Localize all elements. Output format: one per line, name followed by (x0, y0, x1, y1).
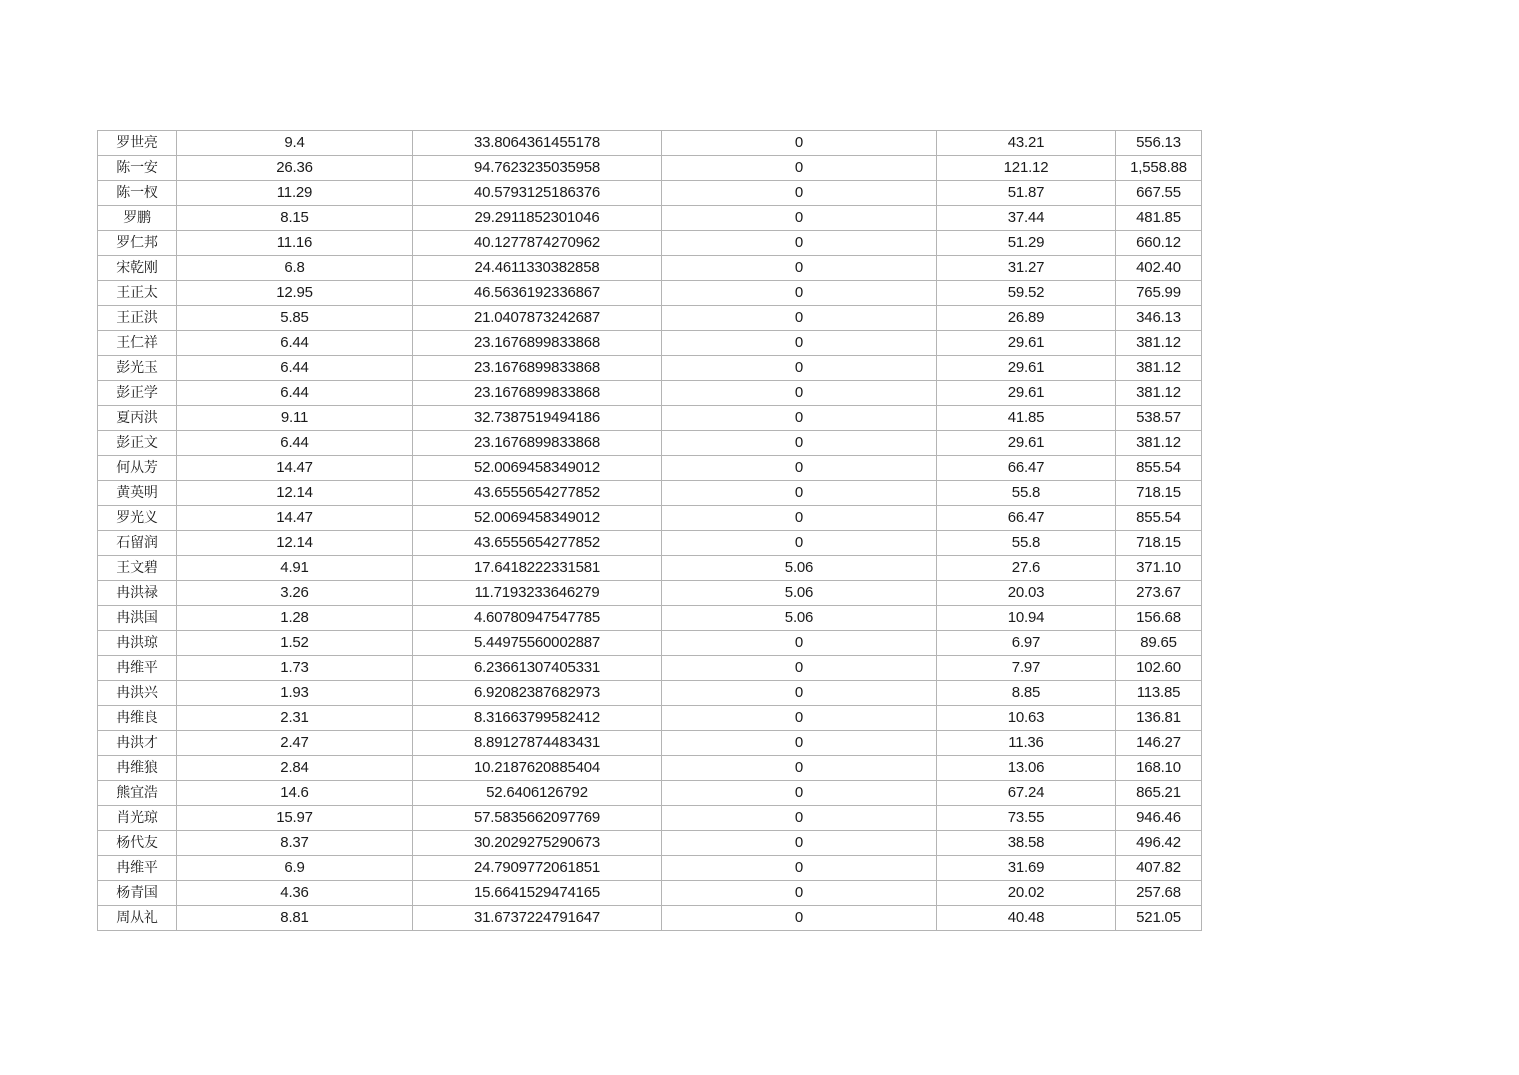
col-2-cell: 14.47 (177, 506, 413, 531)
col-2-cell: 12.14 (177, 481, 413, 506)
name-cell: 冉维狼 (98, 756, 177, 781)
col-4-cell: 0 (662, 481, 937, 506)
col-4-cell: 0 (662, 256, 937, 281)
table-row (98, 281, 1202, 306)
col-5-cell: 66.47 (937, 506, 1116, 531)
col-4-cell: 0 (662, 431, 937, 456)
name-cell: 何从芳 (98, 456, 177, 481)
col-3-cell: 23.1676899833868 (413, 431, 662, 456)
name-cell: 彭正学 (98, 381, 177, 406)
col-3-cell: 6.23661307405331 (413, 656, 662, 681)
col-5-cell: 66.47 (937, 456, 1116, 481)
col-6-cell: 865.21 (1116, 781, 1202, 806)
name-cell: 罗仁邦 (98, 231, 177, 256)
col-6-cell: 667.55 (1116, 181, 1202, 206)
col-2-cell: 3.26 (177, 581, 413, 606)
col-5-cell: 29.61 (937, 331, 1116, 356)
col-6-cell: 156.68 (1116, 606, 1202, 631)
col-6-cell: 538.57 (1116, 406, 1202, 431)
col-4-cell: 0 (662, 456, 937, 481)
col-4-cell: 5.06 (662, 606, 937, 631)
table-row (98, 431, 1202, 456)
col-6-cell: 168.10 (1116, 756, 1202, 781)
table-row (98, 306, 1202, 331)
col-5-cell: 26.89 (937, 306, 1116, 331)
col-3-cell: 4.60780947547785 (413, 606, 662, 631)
name-cell: 冉维平 (98, 856, 177, 881)
name-cell: 王仁祥 (98, 331, 177, 356)
table-row (98, 131, 1202, 156)
table-row (98, 381, 1202, 406)
col-5-cell: 29.61 (937, 381, 1116, 406)
name-cell: 肖光琼 (98, 806, 177, 831)
col-5-cell: 27.6 (937, 556, 1116, 581)
table-row (98, 731, 1202, 756)
col-6-cell: 855.54 (1116, 456, 1202, 481)
col-4-cell: 0 (662, 406, 937, 431)
col-4-cell: 0 (662, 331, 937, 356)
col-6-cell: 496.42 (1116, 831, 1202, 856)
table-row (98, 631, 1202, 656)
col-2-cell: 6.44 (177, 356, 413, 381)
col-6-cell: 481.85 (1116, 206, 1202, 231)
name-cell: 冉维良 (98, 706, 177, 731)
name-cell: 冉维平 (98, 656, 177, 681)
col-4-cell: 5.06 (662, 581, 937, 606)
col-2-cell: 9.11 (177, 406, 413, 431)
col-5-cell: 10.94 (937, 606, 1116, 631)
col-2-cell: 8.37 (177, 831, 413, 856)
table-row (98, 231, 1202, 256)
col-3-cell: 5.44975560002887 (413, 631, 662, 656)
name-cell: 宋乾刚 (98, 256, 177, 281)
col-6-cell: 136.81 (1116, 706, 1202, 731)
col-6-cell: 660.12 (1116, 231, 1202, 256)
col-4-cell: 0 (662, 881, 937, 906)
col-2-cell: 11.29 (177, 181, 413, 206)
col-3-cell: 43.6555654277852 (413, 531, 662, 556)
col-5-cell: 59.52 (937, 281, 1116, 306)
col-2-cell: 1.73 (177, 656, 413, 681)
col-5-cell: 38.58 (937, 831, 1116, 856)
col-2-cell: 26.36 (177, 156, 413, 181)
col-3-cell: 24.4611330382858 (413, 256, 662, 281)
col-4-cell: 0 (662, 281, 937, 306)
table-row (98, 156, 1202, 181)
col-3-cell: 8.89127874483431 (413, 731, 662, 756)
col-3-cell: 52.0069458349012 (413, 456, 662, 481)
col-6-cell: 946.46 (1116, 806, 1202, 831)
col-6-cell: 381.12 (1116, 381, 1202, 406)
col-4-cell: 0 (662, 356, 937, 381)
table-row (98, 206, 1202, 231)
col-6-cell: 718.15 (1116, 481, 1202, 506)
col-4-cell: 0 (662, 206, 937, 231)
table-row (98, 556, 1202, 581)
table-row (98, 331, 1202, 356)
col-5-cell: 51.29 (937, 231, 1116, 256)
table-row (98, 256, 1202, 281)
col-5-cell: 55.8 (937, 481, 1116, 506)
col-5-cell: 6.97 (937, 631, 1116, 656)
name-cell: 罗光义 (98, 506, 177, 531)
col-2-cell: 5.85 (177, 306, 413, 331)
col-2-cell: 8.15 (177, 206, 413, 231)
col-2-cell: 12.95 (177, 281, 413, 306)
col-2-cell: 4.36 (177, 881, 413, 906)
col-6-cell: 402.40 (1116, 256, 1202, 281)
name-cell: 冉洪才 (98, 731, 177, 756)
table-row (98, 656, 1202, 681)
table-body (98, 131, 1202, 931)
col-6-cell: 257.68 (1116, 881, 1202, 906)
col-5-cell: 51.87 (937, 181, 1116, 206)
name-cell: 王正洪 (98, 306, 177, 331)
col-2-cell: 1.93 (177, 681, 413, 706)
table-row (98, 706, 1202, 731)
col-2-cell: 6.44 (177, 331, 413, 356)
col-5-cell: 40.48 (937, 906, 1116, 931)
col-2-cell: 14.47 (177, 456, 413, 481)
col-4-cell: 0 (662, 656, 937, 681)
col-6-cell: 346.13 (1116, 306, 1202, 331)
table-row (98, 906, 1202, 931)
col-3-cell: 52.6406126792 (413, 781, 662, 806)
col-2-cell: 11.16 (177, 231, 413, 256)
col-4-cell: 5.06 (662, 556, 937, 581)
col-4-cell: 0 (662, 681, 937, 706)
name-cell: 冉洪琼 (98, 631, 177, 656)
table-row (98, 856, 1202, 881)
col-5-cell: 31.27 (937, 256, 1116, 281)
table-row (98, 181, 1202, 206)
col-4-cell: 0 (662, 306, 937, 331)
col-2-cell: 6.44 (177, 431, 413, 456)
col-4-cell: 0 (662, 381, 937, 406)
col-3-cell: 29.2911852301046 (413, 206, 662, 231)
col-2-cell: 1.52 (177, 631, 413, 656)
name-cell: 王文碧 (98, 556, 177, 581)
col-6-cell: 273.67 (1116, 581, 1202, 606)
col-4-cell: 0 (662, 631, 937, 656)
col-2-cell: 15.97 (177, 806, 413, 831)
col-6-cell: 371.10 (1116, 556, 1202, 581)
name-cell: 罗世亮 (98, 131, 177, 156)
col-5-cell: 13.06 (937, 756, 1116, 781)
col-3-cell: 33.8064361455178 (413, 131, 662, 156)
col-2-cell: 14.6 (177, 781, 413, 806)
col-2-cell: 2.47 (177, 731, 413, 756)
table-row (98, 456, 1202, 481)
col-3-cell: 30.2029275290673 (413, 831, 662, 856)
col-4-cell: 0 (662, 906, 937, 931)
col-5-cell: 10.63 (937, 706, 1116, 731)
name-cell: 黄英明 (98, 481, 177, 506)
name-cell: 周从礼 (98, 906, 177, 931)
col-4-cell: 0 (662, 231, 937, 256)
table-row (98, 881, 1202, 906)
table-row (98, 531, 1202, 556)
name-cell: 冉洪兴 (98, 681, 177, 706)
col-3-cell: 23.1676899833868 (413, 356, 662, 381)
name-cell: 罗鹏 (98, 206, 177, 231)
col-3-cell: 40.5793125186376 (413, 181, 662, 206)
col-5-cell: 20.03 (937, 581, 1116, 606)
col-6-cell: 113.85 (1116, 681, 1202, 706)
col-5-cell: 20.02 (937, 881, 1116, 906)
col-6-cell: 718.15 (1116, 531, 1202, 556)
col-5-cell: 8.85 (937, 681, 1116, 706)
col-2-cell: 2.84 (177, 756, 413, 781)
col-4-cell: 0 (662, 706, 937, 731)
name-cell: 彭正文 (98, 431, 177, 456)
col-3-cell: 23.1676899833868 (413, 331, 662, 356)
col-4-cell: 0 (662, 806, 937, 831)
col-3-cell: 24.7909772061851 (413, 856, 662, 881)
name-cell: 熊宜浩 (98, 781, 177, 806)
col-6-cell: 407.82 (1116, 856, 1202, 881)
table-row (98, 831, 1202, 856)
col-3-cell: 46.5636192336867 (413, 281, 662, 306)
col-5-cell: 29.61 (937, 431, 1116, 456)
name-cell: 石留润 (98, 531, 177, 556)
name-cell: 王正太 (98, 281, 177, 306)
col-3-cell: 11.7193233646279 (413, 581, 662, 606)
col-3-cell: 21.0407873242687 (413, 306, 662, 331)
name-cell: 陈一杈 (98, 181, 177, 206)
col-3-cell: 10.2187620885404 (413, 756, 662, 781)
col-5-cell: 67.24 (937, 781, 1116, 806)
col-6-cell: 381.12 (1116, 356, 1202, 381)
name-cell: 夏丙洪 (98, 406, 177, 431)
col-6-cell: 381.12 (1116, 431, 1202, 456)
col-2-cell: 6.8 (177, 256, 413, 281)
name-cell: 陈一安 (98, 156, 177, 181)
col-2-cell: 6.44 (177, 381, 413, 406)
col-4-cell: 0 (662, 156, 937, 181)
col-3-cell: 57.5835662097769 (413, 806, 662, 831)
col-2-cell: 9.4 (177, 131, 413, 156)
col-4-cell: 0 (662, 831, 937, 856)
col-4-cell: 0 (662, 531, 937, 556)
col-3-cell: 32.7387519494186 (413, 406, 662, 431)
col-4-cell: 0 (662, 181, 937, 206)
table-row (98, 356, 1202, 381)
col-5-cell: 55.8 (937, 531, 1116, 556)
col-4-cell: 0 (662, 756, 937, 781)
col-6-cell: 765.99 (1116, 281, 1202, 306)
col-4-cell: 0 (662, 506, 937, 531)
col-6-cell: 89.65 (1116, 631, 1202, 656)
table-row (98, 581, 1202, 606)
data-table (97, 130, 1202, 931)
col-3-cell: 15.6641529474165 (413, 881, 662, 906)
col-6-cell: 146.27 (1116, 731, 1202, 756)
col-4-cell: 0 (662, 856, 937, 881)
table-row (98, 506, 1202, 531)
col-2-cell: 6.9 (177, 856, 413, 881)
col-3-cell: 43.6555654277852 (413, 481, 662, 506)
table-row (98, 406, 1202, 431)
col-6-cell: 855.54 (1116, 506, 1202, 531)
col-2-cell: 8.81 (177, 906, 413, 931)
table-row (98, 481, 1202, 506)
col-5-cell: 121.12 (937, 156, 1116, 181)
col-3-cell: 31.6737224791647 (413, 906, 662, 931)
col-5-cell: 31.69 (937, 856, 1116, 881)
table-row (98, 781, 1202, 806)
col-3-cell: 6.92082387682973 (413, 681, 662, 706)
table-row (98, 756, 1202, 781)
name-cell: 杨青国 (98, 881, 177, 906)
col-2-cell: 1.28 (177, 606, 413, 631)
col-5-cell: 7.97 (937, 656, 1116, 681)
col-4-cell: 0 (662, 131, 937, 156)
col-4-cell: 0 (662, 731, 937, 756)
col-5-cell: 41.85 (937, 406, 1116, 431)
col-6-cell: 521.05 (1116, 906, 1202, 931)
col-3-cell: 17.6418222331581 (413, 556, 662, 581)
col-6-cell: 556.13 (1116, 131, 1202, 156)
name-cell: 冉洪国 (98, 606, 177, 631)
col-5-cell: 37.44 (937, 206, 1116, 231)
col-2-cell: 12.14 (177, 531, 413, 556)
col-6-cell: 381.12 (1116, 331, 1202, 356)
col-3-cell: 23.1676899833868 (413, 381, 662, 406)
name-cell: 彭光玉 (98, 356, 177, 381)
table-row (98, 681, 1202, 706)
col-5-cell: 11.36 (937, 731, 1116, 756)
col-3-cell: 8.31663799582412 (413, 706, 662, 731)
col-5-cell: 29.61 (937, 356, 1116, 381)
col-5-cell: 73.55 (937, 806, 1116, 831)
col-6-cell: 102.60 (1116, 656, 1202, 681)
name-cell: 冉洪禄 (98, 581, 177, 606)
table-row (98, 806, 1202, 831)
col-3-cell: 52.0069458349012 (413, 506, 662, 531)
col-2-cell: 2.31 (177, 706, 413, 731)
table-row (98, 606, 1202, 631)
col-3-cell: 40.1277874270962 (413, 231, 662, 256)
col-2-cell: 4.91 (177, 556, 413, 581)
col-4-cell: 0 (662, 781, 937, 806)
col-5-cell: 43.21 (937, 131, 1116, 156)
name-cell: 杨代友 (98, 831, 177, 856)
col-6-cell: 1,558.88 (1116, 156, 1202, 181)
col-3-cell: 94.7623235035958 (413, 156, 662, 181)
